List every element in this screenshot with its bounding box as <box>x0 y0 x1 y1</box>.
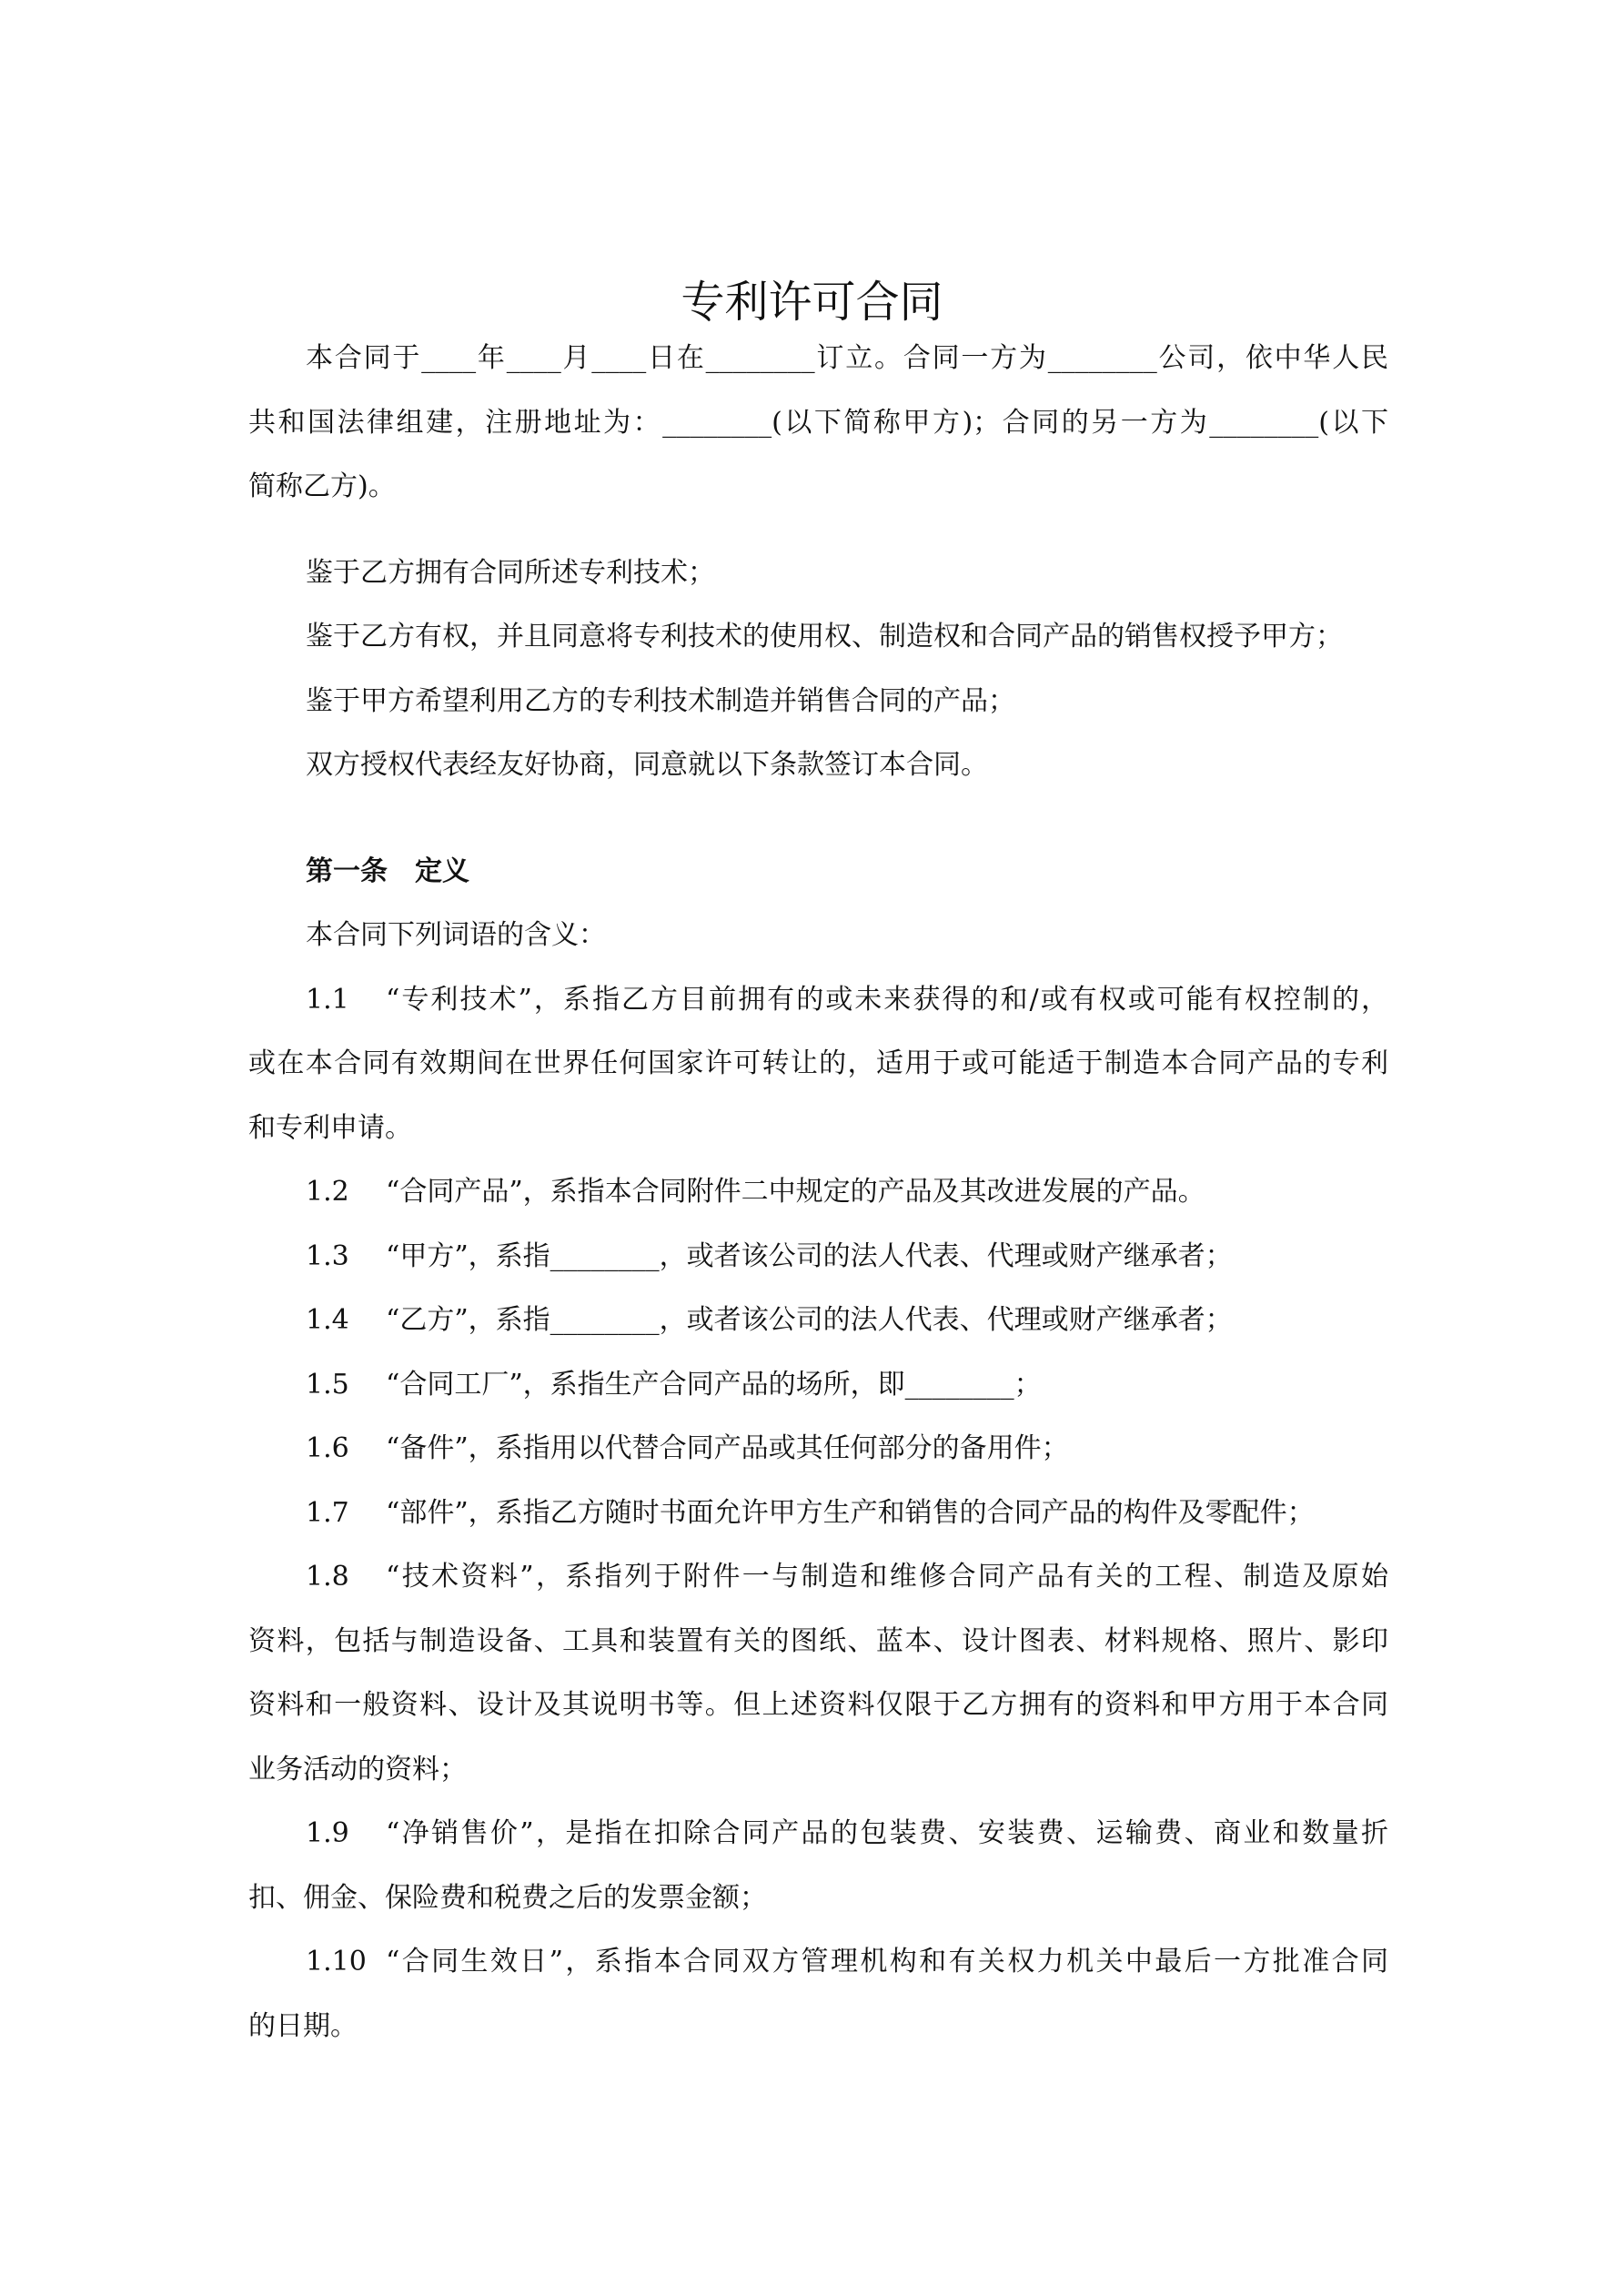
clause-line <box>248 968 1388 1033</box>
clause-1-9 <box>248 1802 1388 1930</box>
clause-list <box>248 968 1388 2059</box>
clause-line <box>248 1225 1388 1290</box>
clause-text: 的日期。 <box>248 2009 358 2042</box>
clause-text: “合同产品”，系指本合同附件二中规定的产品及其改进发展的产品。 <box>386 1176 1205 1208</box>
clause-line <box>248 1032 1388 1097</box>
clause-text: “部件”，系指乙方随时书面允许甲方生产和销售的合同产品的构件及零配件； <box>386 1496 1315 1529</box>
article-lead: 本合同下列词语的含义： <box>306 919 606 951</box>
clause-1-4 <box>248 1289 1388 1353</box>
clause-line <box>248 1995 1388 2059</box>
clause-1-2 <box>248 1160 1388 1225</box>
clause-line <box>248 1417 1388 1482</box>
document-body <box>248 327 1388 2058</box>
clause-1-10 <box>248 1930 1388 2058</box>
clause-text: “乙方”，系指________，或者该公司的法人代表、代理或财产继承者； <box>386 1304 1233 1336</box>
clause-line <box>248 1097 1388 1161</box>
clause-line <box>248 1802 1388 1866</box>
recital: 鉴于甲方希望利用乙方的专利技术制造并销售合同的产品； <box>306 684 1015 717</box>
clause-text: “合同工厂”，系指生产合同产品的场所，即________； <box>386 1368 1042 1401</box>
article-heading: 第一条 定义 <box>306 855 469 887</box>
clause-text: “甲方”，系指________，或者该公司的法人代表、代理或财产继承者； <box>386 1239 1233 1272</box>
clause-text: 或在本合同有效期间在世界任何国家许可转让的，适用于或可能适于制造本合同产品的专利 <box>248 1047 1388 1079</box>
clause-number: 1.2 <box>306 1176 349 1208</box>
clause-line <box>248 1930 1388 1995</box>
clause-number: 1.9 <box>306 1817 349 1849</box>
clause-number: 1.6 <box>306 1432 349 1464</box>
intro-line: 简称乙方)。 <box>248 470 396 502</box>
clause-number: 1.3 <box>306 1239 349 1272</box>
clause-number: 1.5 <box>306 1368 349 1401</box>
clause-text: 资料，包括与制造设备、工具和装置有关的图纸、蓝本、设计图表、材料规格、照片、影印 <box>248 1624 1388 1657</box>
clause-line <box>248 1482 1388 1546</box>
clause-1-1 <box>248 968 1388 1161</box>
clause-1-8 <box>248 1545 1388 1802</box>
clause-line <box>248 1674 1388 1738</box>
clause-1-7 <box>248 1482 1388 1546</box>
clause-line <box>248 1353 1388 1418</box>
clause-text: “合同生效日”，系指本合同双方管理机构和有关权力机关中最后一方批准合同 <box>386 1946 1388 1977</box>
clause-text: “技术资料”，系指列于附件一与制造和维修合同产品有关的工程、制造及原始 <box>386 1561 1388 1593</box>
clause-number: 1.10 <box>306 1946 367 1977</box>
clause-number: 1.4 <box>306 1304 349 1336</box>
recitals <box>248 541 1388 798</box>
recital: 鉴于乙方拥有合同所述专利技术； <box>306 556 715 589</box>
clause-line <box>248 1160 1388 1225</box>
clause-text: “净销售价”，是指在扣除合同产品的包装费、安装费、运输费、商业和数量折 <box>386 1817 1388 1849</box>
intro-paragraph <box>248 327 1388 520</box>
clause-line <box>248 1866 1388 1931</box>
document-title: 专利许可合同 <box>681 277 943 329</box>
intro-line: 本合同于____年____月____日在________订立。合同一方为________公司，依中华人民 <box>306 342 1388 374</box>
clause-text: 扣、佣金、保险费和税费之后的发票金额； <box>248 1881 767 1914</box>
intro-line: 共和国法律组建，注册地址为：________(以下简称甲方)；合同的另一方为________(以下 <box>248 406 1388 439</box>
clause-line <box>248 1289 1388 1353</box>
clause-1-5 <box>248 1353 1388 1418</box>
clause-text: 和专利申请。 <box>248 1111 412 1144</box>
clause-number: 1.8 <box>306 1561 349 1593</box>
clause-1-3 <box>248 1225 1388 1290</box>
clause-text: “专利技术”，系指乙方目前拥有的或未来获得的和/或有权或可能有权控制的， <box>386 983 1388 1016</box>
recital: 鉴于乙方有权，并且同意将专利技术的使用权、制造权和合同产品的销售权授予甲方； <box>306 621 1343 652</box>
article-1 <box>248 840 1388 2059</box>
clause-line <box>248 1610 1388 1674</box>
clause-line <box>248 1545 1388 1610</box>
clause-text: 业务活动的资料； <box>248 1753 467 1785</box>
recital: 双方授权代表经友好协商，同意就以下条款签订本合同。 <box>306 749 988 781</box>
clause-text: “备件”，系指用以代替合同产品或其任何部分的备用件； <box>386 1432 1069 1464</box>
clause-1-6 <box>248 1417 1388 1482</box>
clause-number: 1.1 <box>306 983 349 1016</box>
clause-line <box>248 1738 1388 1803</box>
clause-number: 1.7 <box>306 1496 349 1529</box>
clause-text: 资料和一般资料、设计及其说明书等。但上述资料仅限于乙方拥有的资料和甲方用于本合同 <box>248 1689 1388 1721</box>
